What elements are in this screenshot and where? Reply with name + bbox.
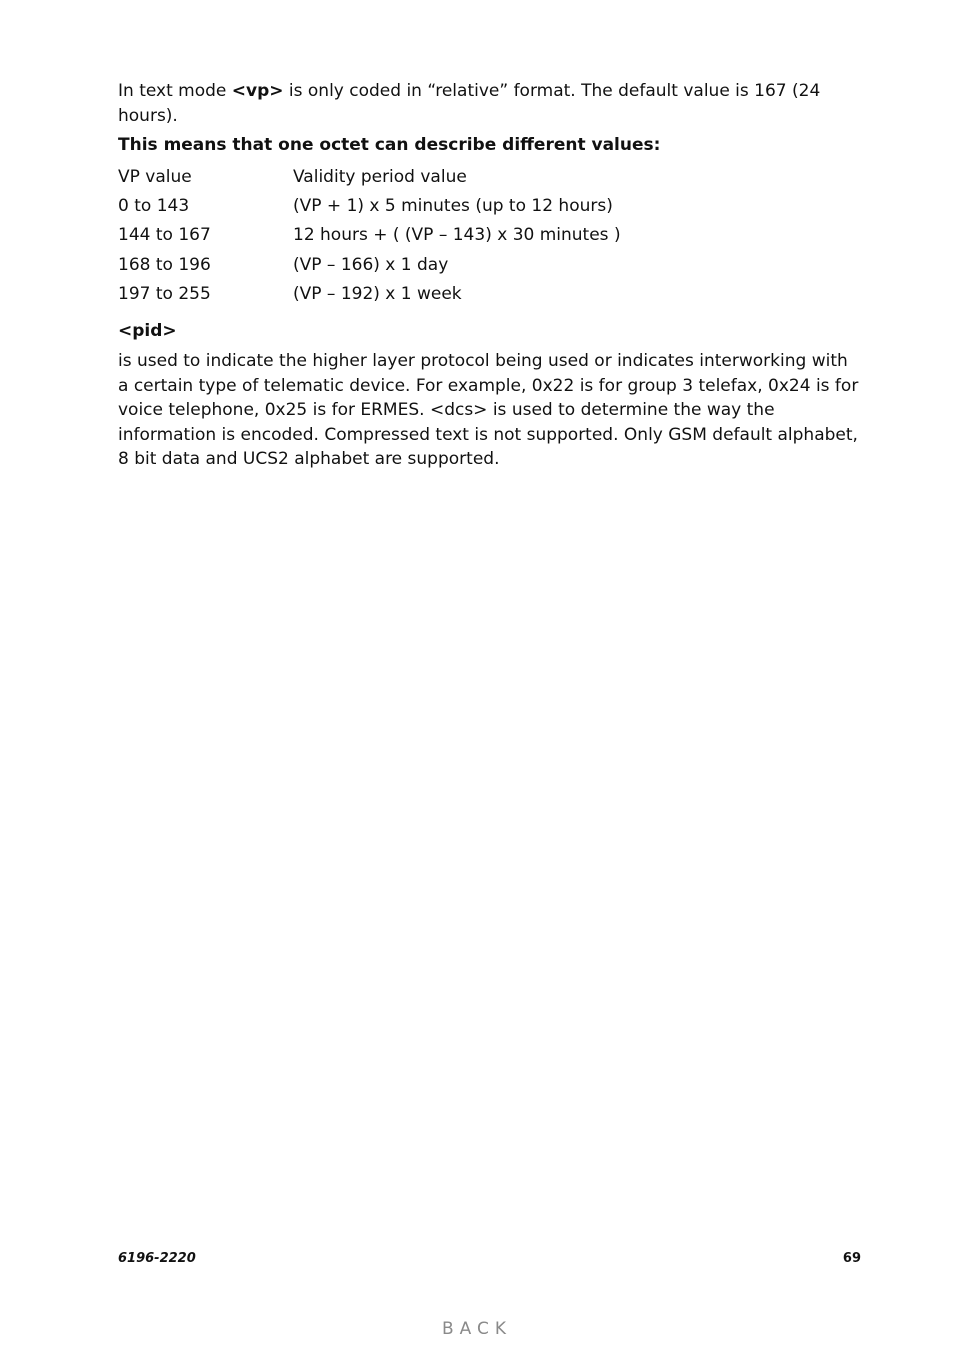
pid-description: is used to indicate the higher layer protocol being used or indicates interworking with a certain type of telematic device. For example, 0x22 is for group 3 telefax, 0x24 is for voice telephone, 0x25 is for ERMES. <dcs> is used to determine the way the information is encoded. Compressed text is not supported. Only GSM default alphabet, 8 bit data and UCS2 alphabet are supported. [118, 351, 859, 470]
vp-range-cell: 144 to 167 [118, 225, 211, 246]
page-content [118, 79, 863, 472]
vp-code: <vp> [231, 81, 284, 101]
intro-prefix: In text mode [118, 81, 232, 101]
vp-range-cell: 168 to 196 [118, 254, 211, 275]
table-row [118, 192, 621, 221]
table-header-row [118, 163, 621, 192]
table-row [118, 280, 621, 309]
document-number: 6196-2220 [118, 1251, 196, 1266]
intro-suffix: is only coded in “relative” format. The default value is 167 (24 hours). [118, 81, 821, 126]
pid-heading: <pid> [118, 320, 177, 341]
column-header-validity-period: Validity period value [293, 166, 467, 187]
validity-formula-cell: (VP + 1) x 5 minutes (up to 12 hours) [293, 196, 613, 217]
table-row [118, 221, 621, 250]
page-number: 69 [842, 1251, 861, 1266]
column-header-vp-value: VP value [118, 166, 192, 187]
validity-formula-cell: (VP – 166) x 1 day [293, 254, 449, 275]
vp-range-cell: 197 to 255 [118, 284, 211, 305]
back-link[interactable]: BACK [441, 1319, 512, 1339]
table-row [118, 250, 621, 279]
table-heading: This means that one octet can describe different values: [118, 135, 661, 155]
validity-formula-cell: (VP – 192) x 1 week [293, 284, 462, 305]
intro-paragraph [118, 79, 863, 128]
validity-formula-cell: 12 hours + ( (VP – 143) x 30 minutes ) [293, 225, 621, 246]
vp-table [118, 163, 621, 309]
vp-range-cell: 0 to 143 [118, 196, 190, 217]
